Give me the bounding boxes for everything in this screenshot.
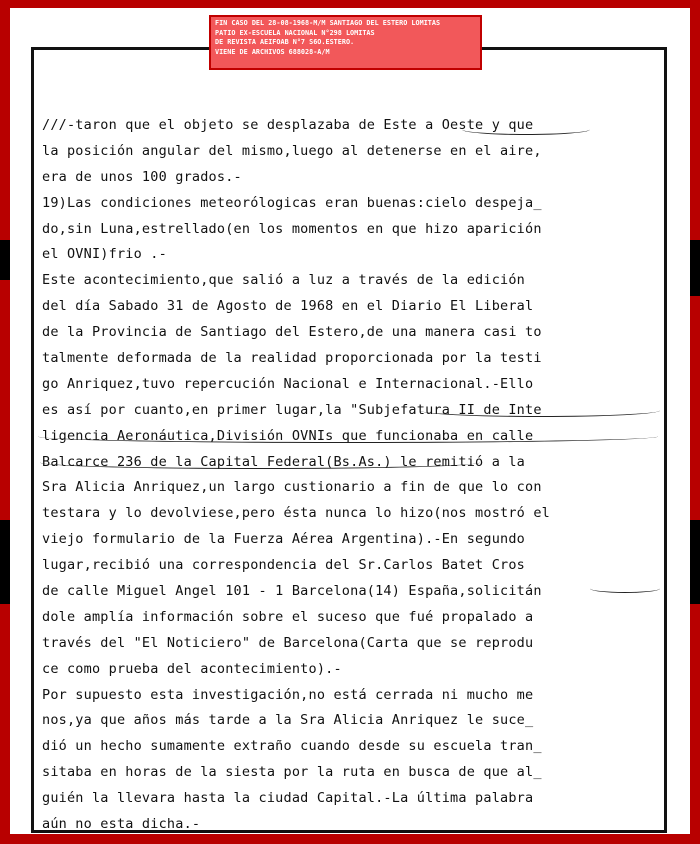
stamp-line: VIENE DE ARCHIVOS 688028-A/M [215,47,330,56]
frame-bar-right-bottom [690,520,700,604]
text-line: sitaba en horas de la siesta por la ruta en busca de que al_ [42,764,542,781]
text-line: de la Provincia de Santiago del Estero,de una manera casi to [42,324,542,341]
text-line: del día Sabado 31 de Agosto de 1968 en el Diario El Liberal [42,298,534,315]
text-line: ///-taron que el objeto se desplazaba de Este a Oeste y que [42,117,534,133]
text-line: través del "El Noticiero" de Barcelona(Carta que se reprodu [42,634,534,651]
text-line: ligencia Aeronáutica,División OVNIs que funcionaba en calle [42,427,534,444]
document-body [42,113,662,838]
text-line: de calle Miguel Angel 101 - 1 Barcelona(14) España,solicitán [42,583,542,600]
handwritten-underline-subjefatura [420,404,660,417]
text-line: lugar,recibió una correspondencia del Sr.Carlos Batet Cros [42,557,526,574]
frame-bar-left-top [0,240,10,280]
text-line: Este acontecimiento,que salió a luz a través de la edición [42,272,526,289]
text-line: ce como prueba del acontecimiento).- [42,660,342,677]
text-line: dole amplía información sobre el suceso que fué propalado a [42,608,534,625]
handwritten-underline-inteligencia [38,430,658,443]
stamp-line: FIN CASO DEL 28-08-1968-M/M SANTIAGO DEL ESTERO LOMITAS [215,19,441,27]
text-line: Sra Alicia Anriquez,un largo custionario a fin de que lo con [42,479,542,496]
text-line: nos,ya que años más tarde a la Sra Alicia Anriquez le suce_ [42,712,534,729]
text-line: es así por cuanto,en primer lugar,la "Subjefatura II de Inte [42,401,542,418]
text-line: era de unos 100 grados.- [42,168,242,185]
archive-stamp [209,15,482,70]
text-line: guién la llevara hasta la ciudad Capital.-La última palabra [42,790,534,807]
frame-bar-right-top [690,240,700,296]
text-line: dió un hecho sumamente extraño cuando desde su escuela tran_ [42,738,542,755]
handwritten-underline-espana [590,584,660,593]
stamp-line: DE REVISTA AEIFOAB N°7 S6O.ESTERO. [215,38,355,46]
text-line: testara y lo devolviese,pero ésta nunca lo hizo(nos mostró el [42,505,550,522]
handwritten-underline-este-oeste [462,124,590,135]
text-line: do,sin Luna,estrellado(en los momentos en que hizo aparición [42,220,542,237]
text-line: Por supuesto esta investigación,no está cerrada ni mucho me [42,686,534,703]
text-line: talmente deformada de la realidad proporcionada por la testi [42,350,542,367]
frame-bar-left-bottom [0,520,10,604]
text-line: Balcarce 236 de la Capital Federal(Bs.As.) le remitió a la [42,453,526,470]
stamp-line: PATIO EX-ESCUELA NACIONAL N°298 LOMITAS [215,28,375,37]
text-line: la posición angular del mismo,luego al detenerse en el aire, [42,142,542,159]
text-line: 19)Las condiciones meteorólogicas eran buenas:cielo despeja_ [42,194,542,211]
handwritten-underline-balcarce [40,456,480,469]
text-line: go Anriquez,tuvo repercución Nacional e Internacional.-Ello [42,375,534,392]
text-line: viejo formulario de la Fuerza Aérea Argentina).-En segundo [42,531,526,548]
text-line: aún no esta dicha.- [42,816,201,833]
text-line: el OVNI)frio .- [42,246,167,263]
